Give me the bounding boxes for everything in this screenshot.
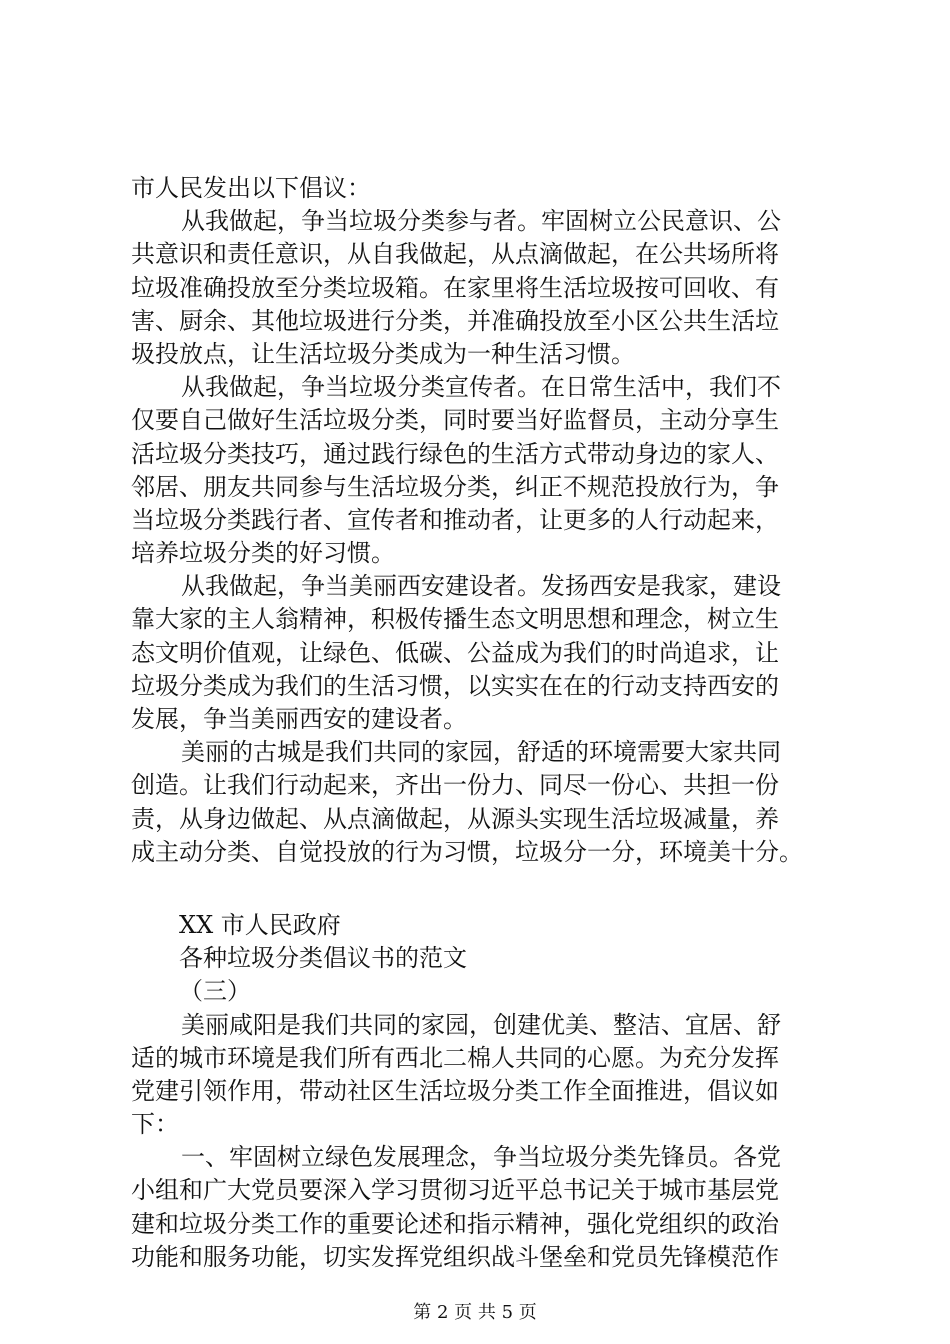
paragraph-builder bbox=[131, 570, 851, 736]
text-line: 成主动分类、自觉投放的行为习惯，垃圾分一分，环境美十分。 bbox=[131, 837, 803, 866]
paragraph-participant bbox=[131, 205, 851, 371]
text-line: 从我做起，争当垃圾分类宣传者。在日常生活中，我们不 bbox=[181, 373, 781, 402]
signature bbox=[131, 909, 851, 942]
text-line: 共意识和责任意识，从自我做起，从点滴做起，在公共场所将 bbox=[131, 240, 779, 269]
text-line: 适的城市环境是我们所有西北二棉人共同的心愿。为充分发挥 bbox=[131, 1043, 779, 1072]
text-line: 从我做起，争当垃圾分类参与者。牢固树立公民意识、公 bbox=[181, 207, 781, 236]
text-line: 仅要自己做好生活垃圾分类，同时要当好监督员，主动分享生 bbox=[131, 406, 779, 435]
heading-line: 各种垃圾分类倡议书的范文 bbox=[179, 944, 467, 973]
text-line: 下： bbox=[131, 1110, 179, 1139]
text-line: 美丽的古城是我们共同的家园，舒适的环境需要大家共同 bbox=[181, 738, 781, 767]
paragraph-intro bbox=[131, 172, 851, 205]
text-line: 当垃圾分类践行者、宣传者和推动者，让更多的人行动起来， bbox=[131, 505, 779, 534]
text-line: 垃圾准确投放至分类垃圾箱。在家里将生活垃圾按可回收、有 bbox=[131, 273, 779, 302]
signature-line: XX 市人民政府 bbox=[179, 910, 341, 939]
text-line: 一、牢固树立绿色发展理念，争当垃圾分类先锋员。各党 bbox=[181, 1143, 781, 1172]
text-line: 态文明价值观，让绿色、低碳、公益成为我们的时尚追求，让 bbox=[131, 638, 779, 667]
text-line: 责，从身边做起、从点滴做起，从源头实现生活垃圾减量，养 bbox=[131, 804, 779, 833]
section-number-line: （三） bbox=[179, 977, 251, 1006]
text-line: 创造。让我们行动起来，齐出一份力、同尽一份心、共担一份 bbox=[131, 771, 779, 800]
text-line: 靠大家的主人翁精神，积极传播生态文明思想和理念，树立生 bbox=[131, 605, 779, 634]
text-line: 市人民发出以下倡议： bbox=[131, 174, 371, 202]
text-line: 建和垃圾分类工作的重要论述和指示精神，强化党组织的政治 bbox=[131, 1209, 779, 1238]
paragraph-item-one bbox=[131, 1141, 851, 1274]
section-number bbox=[131, 975, 851, 1008]
text-line: 党建引领作用，带动社区生活垃圾分类工作全面推进，倡议如 bbox=[131, 1076, 779, 1105]
section-heading bbox=[131, 942, 851, 975]
paragraph-closing bbox=[131, 736, 851, 869]
spacer bbox=[131, 869, 851, 909]
page-footer: 第 2 页 共 5 页 bbox=[413, 1302, 537, 1323]
text-line: 功能和服务功能，切实发挥党组织战斗堡垒和党员先锋模范作 bbox=[131, 1242, 779, 1271]
text-line: 邻居、朋友共同参与生活垃圾分类，纠正不规范投放行为，争 bbox=[131, 472, 779, 501]
paragraph-promoter bbox=[131, 371, 851, 570]
paragraph-xianyang bbox=[131, 1009, 851, 1142]
document-body bbox=[131, 172, 851, 1274]
text-line: 害、厨余、其他垃圾进行分类，并准确投放至小区公共生活垃 bbox=[131, 306, 779, 335]
text-line: 培养垃圾分类的好习惯。 bbox=[131, 539, 395, 568]
text-line: 垃圾分类成为我们的生活习惯，以实实在在的行动支持西安的 bbox=[131, 671, 779, 700]
text-line: 小组和广大党员要深入学习贯彻习近平总书记关于城市基层党 bbox=[131, 1176, 779, 1205]
text-line: 美丽咸阳是我们共同的家园，创建优美、整洁、宜居、舒 bbox=[181, 1010, 781, 1039]
text-line: 圾投放点，让生活垃圾分类成为一种生活习惯。 bbox=[131, 339, 635, 368]
text-line: 活垃圾分类技巧，通过践行绿色的生活方式带动身边的家人、 bbox=[131, 439, 779, 468]
text-line: 从我做起，争当美丽西安建设者。发扬西安是我家，建设 bbox=[181, 572, 781, 601]
text-line: 发展，争当美丽西安的建设者。 bbox=[131, 705, 467, 733]
